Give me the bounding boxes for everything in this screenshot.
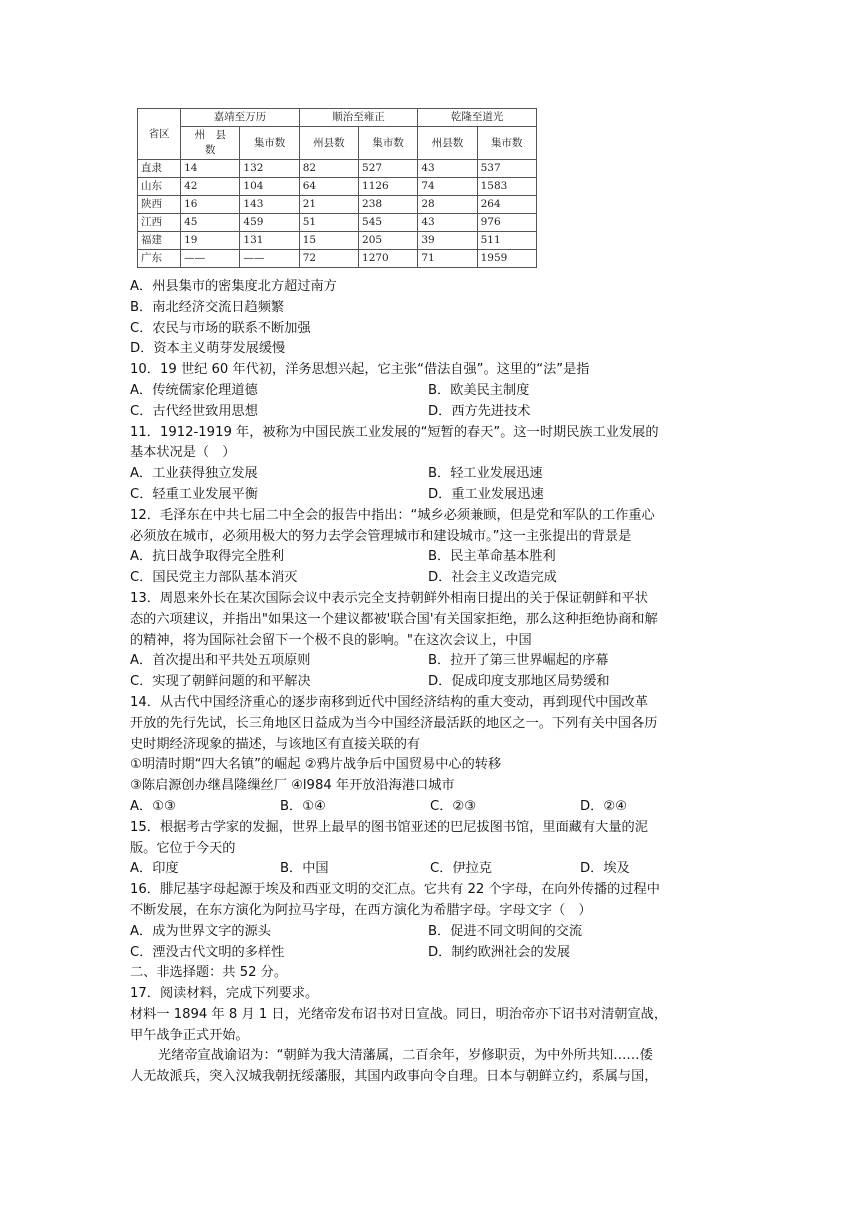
cell: ——: [240, 250, 299, 268]
cell: 1270: [359, 250, 418, 268]
q17-stem: 17．阅读材料，完成下列要求。: [130, 986, 319, 1002]
cell: 1583: [477, 178, 536, 196]
cell: 64: [299, 178, 358, 196]
table-subheader-row: [138, 127, 537, 160]
q10-option-d: D．西方先进技术: [428, 403, 531, 419]
cell: 1959: [477, 250, 536, 268]
cell: 132: [240, 160, 299, 178]
exam-body: [130, 277, 734, 1088]
cell: 527: [359, 160, 418, 178]
table-row: [138, 214, 537, 232]
header-market-count: 集市数: [477, 127, 536, 160]
cell: 15: [299, 232, 358, 250]
cell: 43: [418, 214, 477, 232]
cell: 19: [181, 232, 240, 250]
cell: 16: [181, 196, 240, 214]
q11-stem: 基本状况是（ ）: [130, 445, 236, 461]
header-market-count: 集市数: [240, 127, 299, 160]
cell: 72: [299, 250, 358, 268]
q17-material: 甲午战争正式开始。: [130, 1027, 249, 1043]
market-statistics-table: [137, 108, 537, 268]
q10-option-b: B．欧美民主制度: [428, 382, 530, 398]
q14-option-d: D．②④: [580, 798, 627, 814]
q13-stem: 13．周恩来外长在某次国际会议中表示完全支持朝鲜外相南日提出的关于保证朝鲜和平状: [130, 590, 648, 606]
q14-stem: 开放的先行先试，长三角地区日益成为当今中国经济最活跃的地区之一。下列有关中国各历: [130, 715, 658, 731]
cell: 131: [240, 232, 299, 250]
q15-stem: 15．根据考古学家的发掘，世界上最早的图书馆亚述的巴尼拔图书馆，里面藏有大量的泥: [130, 819, 648, 835]
q13-stem: 态的六项建议，并指出"如果这一个建议都被'联合国'有关国家拒绝，那么这种拒绝协商和解: [130, 611, 658, 627]
q9-option-a: A．州县集市的密集度北方超过南方: [130, 279, 337, 294]
header-county-count: 州县数: [299, 127, 358, 160]
q11-option-d: D．重工业发展迅速: [428, 486, 544, 502]
table-row: [138, 196, 537, 214]
cell-region: 福建: [138, 232, 181, 250]
q12-options-row: [130, 568, 734, 589]
table-row: [138, 160, 537, 178]
header-period-2: 顺治至雍正: [299, 109, 418, 127]
q16-stem: 16．腓尼基字母起源于埃及和西亚文明的交汇点。它共有 22 个字母，在向外传播的过程中: [130, 882, 660, 898]
q17-material: 光绪帝宣战谕诏为：“朝鲜为我大清藩属，二百余年，岁修职贡，为中外所共知……倭: [158, 1048, 653, 1064]
cell-region: 广东: [138, 250, 181, 268]
q11-option-b: B．轻工业发展迅速: [428, 466, 543, 482]
cell: 21: [299, 196, 358, 214]
q16-option-a: A．成为世界文字的源头: [130, 923, 271, 939]
header-county-count: 州县数: [418, 127, 477, 160]
cell-region: 陕西: [138, 196, 181, 214]
q13-option-c: C．实现了朝鲜问题的和平解决: [130, 674, 311, 690]
cell: 976: [477, 214, 536, 232]
q13-option-a: A．首次提出和平共处五项原则: [130, 653, 311, 669]
cell: 82: [299, 160, 358, 178]
header-county-count: 州 县 数: [181, 127, 240, 160]
cell: ——: [181, 250, 240, 268]
q12-option-d: D．社会主义改造完成: [428, 570, 557, 586]
q9-option-d: D．资本主义萌芽发展缓慢: [130, 341, 286, 357]
q11-options-row: [130, 464, 734, 485]
q12-options-row: [130, 547, 734, 568]
q12-option-b: B．民主革命基本胜利: [428, 549, 556, 565]
cell: 74: [418, 178, 477, 196]
q11-options-row: [130, 485, 734, 506]
q14-stem: 史时期经济现象的描述，与该地区有直接关联的有: [130, 736, 421, 752]
q12-stem: 12．毛泽东在中共七届二中全会的报告中指出：“城乡必须兼顾，但是党和军队的工作重心: [130, 507, 655, 523]
cell: 238: [359, 196, 418, 214]
table-header-row: [138, 109, 537, 127]
cell: 43: [418, 160, 477, 178]
header-region: 省区: [138, 109, 181, 160]
q14-items: ③陈启源创办继昌隆缫丝厂 ④l984 年开放沿海港口城市: [130, 778, 455, 794]
cell-region: 山东: [138, 178, 181, 196]
cell: 42: [181, 178, 240, 196]
q15-options-row: [130, 859, 734, 880]
q12-option-a: A．抗日战争取得完全胜利: [130, 549, 285, 565]
q10-stem: 10．19 世纪 60 年代初，洋务思想兴起，它主张“借法自强”。这里的“法”是指: [130, 362, 590, 378]
header-market-count: 集市数: [359, 127, 418, 160]
q11-stem: 11．1912-1919 年，被称为中国民族工业发展的“短暂的春天”。这一时期民族工业发展的: [130, 424, 659, 440]
q11-option-a: A．工业获得独立发展: [130, 466, 258, 482]
q13-option-b: B．拉开了第三世界崛起的序幕: [428, 653, 609, 669]
q16-option-b: B．促进不同文明间的交流: [428, 923, 583, 939]
cell: 511: [477, 232, 536, 250]
q13-options-row: [130, 672, 734, 693]
q15-option-b: B．中国: [280, 861, 329, 877]
q16-options-row: [130, 943, 734, 964]
cell: 264: [477, 196, 536, 214]
q16-option-c: C．湮没古代文明的多样性: [130, 944, 285, 960]
q14-options-row: [130, 797, 734, 818]
cell: 537: [477, 160, 536, 178]
cell-region: 江西: [138, 214, 181, 232]
q15-option-a: A．印度: [130, 861, 179, 877]
cell: 39: [418, 232, 477, 250]
header-period-1: 嘉靖至万历: [181, 109, 300, 127]
cell: 14: [181, 160, 240, 178]
q10-option-a: A．传统儒家伦理道德: [130, 382, 258, 398]
q10-options-row: [130, 402, 734, 423]
q15-stem: 版。它位于今天的: [130, 840, 236, 856]
cell-region: 直隶: [138, 160, 181, 178]
table-row: [138, 250, 537, 268]
cell: 51: [299, 214, 358, 232]
q13-options-row: [130, 651, 734, 672]
cell: 71: [418, 250, 477, 268]
q12-stem: 必须放在城市，必须用极大的努力去学会管理城市和建设城市。”这一主张提出的背景是: [130, 528, 632, 544]
q9-option-c: C．农民与市场的联系不断加强: [130, 320, 311, 336]
cell: 1126: [359, 178, 418, 196]
q14-items: ①明清时期“四大名镇”的崛起 ②鸦片战争后中国贸易中心的转移: [130, 757, 502, 773]
q12-option-c: C．国民党主力部队基本消灭: [130, 570, 298, 586]
q17-material: 人无故派兵，突入汉城我朝抚绥藩服，其国内政事向令自理。日本与朝鲜立约，系属与国，: [130, 1069, 658, 1085]
q13-option-d: D．促成印度支那地区局势缓和: [428, 674, 610, 690]
q11-option-c: C．轻重工业发展平衡: [130, 486, 258, 502]
q9-option-b: B．南北经济交流日趋频繁: [130, 299, 285, 315]
cell: 143: [240, 196, 299, 214]
section-heading: 二、非选择题：共 52 分。: [130, 965, 288, 981]
q15-option-c: C．伊拉克: [430, 861, 492, 877]
header-period-3: 乾隆至道光: [418, 109, 537, 127]
q14-option-a: A．①③: [130, 798, 176, 814]
cell: 45: [181, 214, 240, 232]
cell: 459: [240, 214, 299, 232]
cell: 205: [359, 232, 418, 250]
q13-stem: 的精神，将为国际社会留下一个极不良的影响。"在这次会议上，中国: [130, 632, 532, 648]
q17-material: 材料一 1894 年 8 月 1 日，光绪帝发布诏书对日宣战。同日，明治帝亦下诏书对清朝宣战，: [130, 1006, 668, 1022]
cell: 104: [240, 178, 299, 196]
q16-stem: 不断发展，在东方演化为阿拉马字母，在西方演化为希腊字母。字母文字（ ）: [130, 902, 592, 918]
table-row: [138, 178, 537, 196]
q14-stem: 14．从古代中国经济重心的逐步南移到近代中国经济结构的重大变动，再到现代中国改革: [130, 694, 648, 710]
q15-option-d: D．埃及: [580, 861, 630, 877]
q16-options-row: [130, 922, 734, 943]
q16-option-d: D．制约欧洲社会的发展: [428, 944, 571, 960]
q10-option-c: C．古代经世致用思想: [130, 403, 258, 419]
q14-option-b: B．①④: [280, 798, 326, 814]
cell: 545: [359, 214, 418, 232]
cell: 28: [418, 196, 477, 214]
q10-options-row: [130, 381, 734, 402]
q14-option-c: C．②③: [430, 798, 477, 814]
table-row: [138, 232, 537, 250]
